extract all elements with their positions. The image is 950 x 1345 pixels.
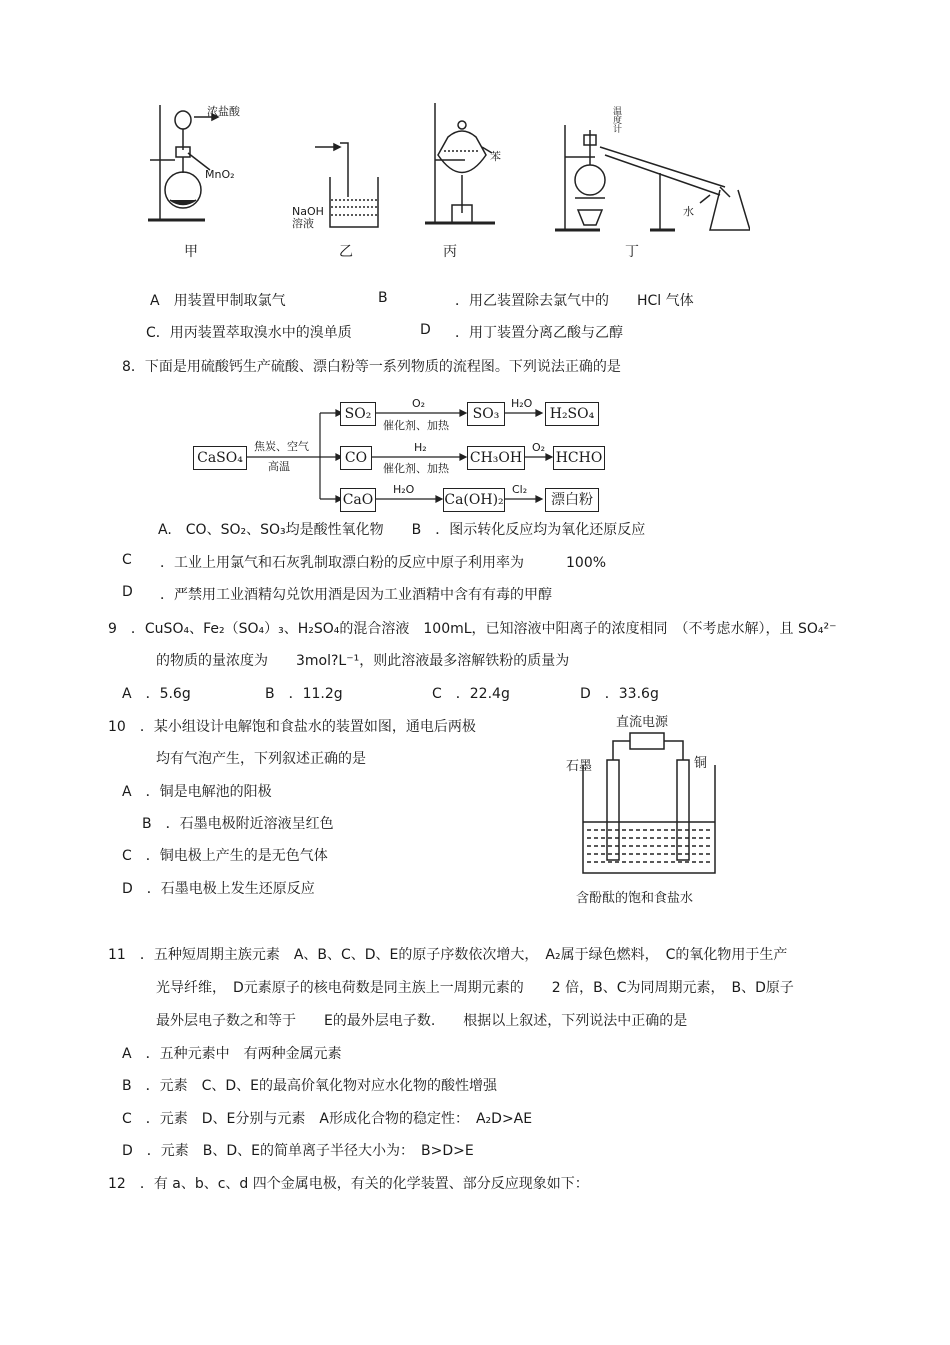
q8-option-c: ．工业上用氯气和石灰乳制取漂白粉的反应中原子利用率为 100% [160, 555, 607, 571]
q10-stem: 10 ．某小组设计电解饱和食盐水的装置如图，通电后两极 [108, 719, 476, 735]
q7-option-b: ．用乙装置除去氯气中的 HCl 气体 [455, 293, 694, 309]
q8-option-d: ．严禁用工业酒精勾兑饮用酒是因为工业酒精中含有有毒的甲醇 [160, 587, 552, 603]
apparatus-yi-caption: 乙 [339, 244, 353, 260]
benzene-label: 苯 [490, 150, 501, 163]
q9-option-d: D ．33.6g [580, 686, 659, 702]
flow-ch3oh: CH₃OH [467, 446, 525, 470]
q8-option-a-b: A. CO、SO₂、SO₃均是酸性氧化物 B ．图示转化反应均为氧化还原反应 [158, 522, 646, 538]
flow-hcho: HCHO [553, 446, 605, 470]
flow-so2: SO₂ [340, 402, 376, 426]
naoh-label: NaOH [292, 205, 324, 218]
dc-power-label: 直流电源 [616, 715, 669, 730]
q11-option-a: A ．五种元素中 有两种金属元素 [122, 1046, 342, 1062]
q9-option-a: A ．5.6g [122, 686, 191, 702]
flow-caoh2: Ca(OH)₂ [443, 488, 505, 512]
flow-o2-2: O₂ [532, 441, 546, 454]
q11-option-b: B ．元素 C、D、E的最高价氧化物对应水化物的酸性增强 [122, 1078, 498, 1094]
q7-option-a: A 用装置甲制取氯气 [150, 293, 286, 309]
q7-option-b-letter: B [378, 290, 388, 306]
q9-stem2: 的物质的量浓度为 3mol?L⁻¹，则此溶液最多溶解铁粉的质量为 [156, 653, 570, 669]
q7-option-c: C．用丙装置萃取溴水中的溴单质 [146, 325, 352, 341]
electrolyte-caption: 含酚酞的饱和食盐水 [576, 891, 694, 906]
naoh-solution-label [292, 206, 324, 230]
copper-label: 铜 [694, 756, 708, 771]
apparatus-jia-caption: 甲 [184, 244, 198, 260]
flow-o2-top: O₂ [412, 397, 426, 410]
q7-option-d: ．用丁装置分离乙酸与乙醇 [455, 325, 623, 341]
apparatus-bing-drawing [425, 103, 495, 223]
q10-stem2: 均有气泡产生，下列叙述正确的是 [156, 751, 366, 767]
flow-h2-top: H₂ [414, 441, 427, 454]
flow-h2o-3: H₂O [393, 483, 415, 496]
flow-catalyst-2: 催化剂、加热 [383, 462, 449, 475]
q10-option-d: D ．石墨电极上发生还原反应 [122, 881, 315, 897]
flow-h2so4: H₂SO₄ [545, 402, 599, 426]
q9-stem: 9 ．CuSO₄、Fe₂（SO₄）₃、H₂SO₄的混合溶液 100mL，已知溶液中阳离子的浓度相同 （不考虑水解），且 SO₄²⁻ [108, 621, 837, 637]
q11-stem-1: 11 ．五种短周期主族元素 A、B、C、D、E的原子序数依次增大， A₂属于绿色燃料， C的氧化物用于生产 [108, 947, 788, 963]
q11-stem-2: 光导纤维， D元素原子的核电荷数是同主族上一周期元素的 2 倍，B、C为同周期元素， B、D原子 [156, 980, 794, 996]
water-label: 水 [683, 205, 694, 218]
electrolysis-figure [575, 725, 725, 885]
apparatus-yi-drawing [315, 143, 378, 227]
flow-cond-top: 焦炭、空气 [254, 440, 309, 453]
q7-option-d-letter: D [420, 322, 431, 338]
apparatus-ding-caption: 丁 [625, 244, 639, 260]
flow-cao: CaO [340, 488, 376, 512]
mno2-label: MnO₂ [205, 168, 235, 181]
apparatus-ding-drawing [555, 125, 750, 230]
apparatus-bing-caption: 丙 [443, 244, 457, 260]
flow-so3: SO₃ [467, 402, 505, 426]
q8-option-c-letter: C [122, 552, 132, 568]
q8-option-d-letter: D [122, 584, 133, 600]
q9-option-b: B ．11.2g [265, 686, 343, 702]
q8-stem: 8．下面是用硫酸钙生产硫酸、漂白粉等一系列物质的流程图。下列说法正确的是 [122, 359, 621, 375]
flow-caso4: CaSO₄ [193, 446, 247, 470]
apparatus-figure [130, 95, 750, 270]
q10-option-b: B ．石墨电极附近溶液呈红色 [142, 816, 334, 832]
q12-stem: 12 ．有 a、b、c、d 四个金属电极，有关的化学装置、部分反应现象如下： [108, 1176, 589, 1192]
concentrated-hcl-label: 浓盐酸 [207, 105, 240, 118]
thermometer-label: 温 度 计 [613, 107, 623, 135]
q10-option-a: A ．铜是电解池的阳极 [122, 784, 272, 800]
flow-cond-bottom: 高温 [268, 460, 290, 473]
apparatus-jia-drawing [148, 105, 218, 220]
graphite-label: 石墨 [566, 759, 593, 774]
q11-option-d: D ．元素 B、D、E的简单离子半径大小为： B>D>E [122, 1143, 474, 1159]
solution-label: 溶液 [292, 217, 314, 230]
flow-cl2: Cl₂ [512, 483, 528, 496]
q9-option-c: C ．22.4g [432, 686, 510, 702]
flow-co: CO [340, 446, 372, 470]
q10-option-c: C ．铜电极上产生的是无色气体 [122, 848, 328, 864]
q11-option-c: C ．元素 D、E分别与元素 A形成化合物的稳定性： A₂D>AE [122, 1111, 533, 1127]
q11-stem-3: 最外层电子数之和等于 E的最外层电子数. 根据以上叙述，下列说法中正确的是 [156, 1013, 688, 1029]
flow-catalyst-1: 催化剂、加热 [383, 419, 449, 432]
flow-bleach: 漂白粉 [545, 488, 599, 512]
flow-h2o-1: H₂O [511, 397, 533, 410]
